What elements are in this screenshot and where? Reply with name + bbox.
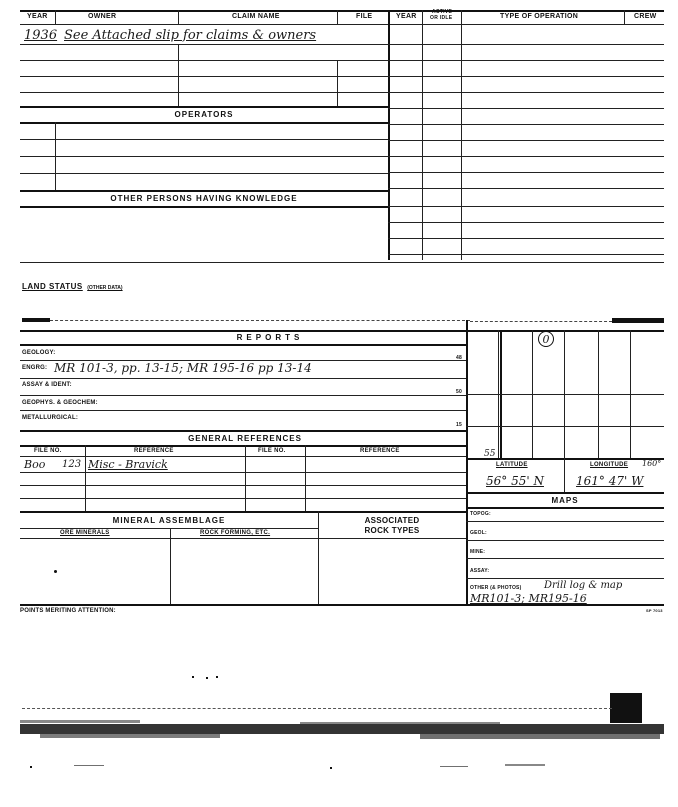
ore-minerals-header: ORE MINERALS xyxy=(60,530,110,536)
maps-title: MAPS xyxy=(551,496,579,505)
report-num-geology: 48 xyxy=(456,355,462,361)
land-status-label: LAND STATUS xyxy=(22,282,83,291)
rock-forming-header: ROCK FORMING, ETC. xyxy=(200,530,271,536)
header-active-line1: ACTIVE xyxy=(432,9,453,15)
header-active-line2: OR IDLE xyxy=(430,15,453,21)
land-status xyxy=(22,276,123,294)
report-label-geology: GEOLOGY: xyxy=(22,350,56,356)
header-claim-name: CLAIM NAME xyxy=(232,13,280,20)
report-label-engrg: ENGRG: xyxy=(22,365,48,371)
points-meriting-attention: POINTS MERITING ATTENTION: xyxy=(20,608,116,614)
report-value-engrg: MR 101-3, pp. 13-15; MR 195-16 pp 13-14 xyxy=(54,361,312,375)
gr-header-file-no: FILE NO. xyxy=(34,448,62,454)
gr-entry-file: Boo xyxy=(24,458,46,471)
longitude-label: LONGITUDE xyxy=(590,462,629,468)
form-number: SP 7013 xyxy=(646,608,663,613)
maps-label-other: OTHER (& PHOTOS) xyxy=(470,585,522,591)
gr-entry-reference: Misc - Bravick xyxy=(88,458,168,471)
report-num-assay: 50 xyxy=(456,389,462,395)
report-label-geophys: GEOPHYS. & GEOCHEM: xyxy=(22,400,98,406)
header-year-2: YEAR xyxy=(396,13,417,20)
report-label-assay: ASSAY & IDENT: xyxy=(22,382,72,388)
maps-label-topog: TOPOG: xyxy=(470,511,491,517)
circled-number: 0 xyxy=(538,331,554,347)
header-type-of-operation: TYPE OF OPERATION xyxy=(500,13,579,20)
maps-label-assay: ASSAY: xyxy=(470,568,490,574)
maps-other-value: Drill log & map xyxy=(544,580,623,591)
associated-line1: ASSOCIATED xyxy=(364,516,420,525)
maps-label-geol: GEOL: xyxy=(470,530,487,536)
corner-mark: 55 xyxy=(484,449,496,459)
latitude-value: 56° 55' N xyxy=(486,474,544,488)
header-year: YEAR xyxy=(27,13,48,20)
longitude-mark: 160° xyxy=(642,459,662,468)
gr-header-reference-2: REFERENCE xyxy=(360,448,400,454)
gr-header-reference: REFERENCE xyxy=(134,448,174,454)
header-crew: CREW xyxy=(634,13,657,20)
reports-title: REPORTS xyxy=(236,333,304,342)
general-references-title: GENERAL REFERENCES xyxy=(188,434,302,443)
latitude-label: LATITUDE xyxy=(496,462,528,468)
report-num-metallurgical: 15 xyxy=(456,422,462,428)
other-persons-title: OTHER PERSONS HAVING KNOWLEDGE xyxy=(110,194,298,203)
entry-text: See Attached slip for claims & owners xyxy=(64,28,317,43)
header-owner: OWNER xyxy=(88,13,117,20)
land-status-sub: (OTHER DATA) xyxy=(87,285,123,291)
report-label-metallurgical: METALLURGICAL: xyxy=(22,415,79,421)
maps-label-mine: MINE: xyxy=(470,549,486,555)
entry-year: 1936 xyxy=(24,28,58,43)
gr-entry-num: 123 xyxy=(62,459,82,470)
longitude-value: 161° 47' W xyxy=(576,474,644,488)
mineral-assemblage-title: MINERAL ASSEMBLAGE xyxy=(112,516,226,525)
gr-header-file-no-2: FILE NO. xyxy=(258,448,286,454)
operators-title: OPERATORS xyxy=(174,110,234,119)
header-file: FILE xyxy=(356,13,373,20)
maps-other-value-2: MR101-3; MR195-16 xyxy=(470,592,587,605)
associated-line2: ROCK TYPES xyxy=(364,526,420,535)
